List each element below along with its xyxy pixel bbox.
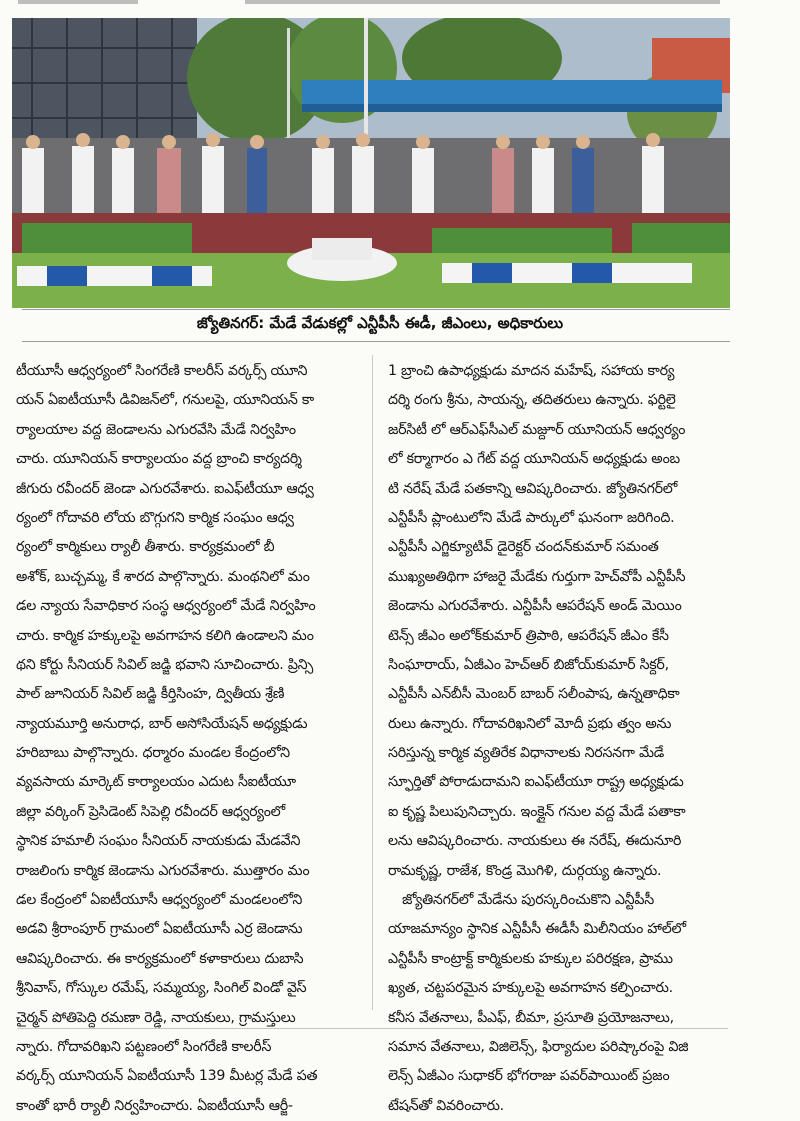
text-line: లను ఆవిష్కరించారు. నాయకులు ఈ నరేష్‌, ఈదునూరి bbox=[388, 833, 682, 850]
text-line: టెన్స్‌ జీఎం అలోక్‌కుమార్‌ త్రిపాఠి, ఆపరేషన్‌ జీఎం కేసీ bbox=[388, 627, 669, 644]
text-line: కనీస వేతనాలు, పీఎఫ్‌, బీమా, ప్రసూతి ప్రయోజనాలు, bbox=[388, 1009, 674, 1026]
caption-bottom-rule bbox=[22, 341, 730, 342]
footer-rule bbox=[18, 1028, 728, 1029]
text-line: సరిస్తున్న కార్మిక వ్యతిరేక విధానాలకు నిరసనగా మేడే bbox=[388, 745, 664, 762]
text-line: చైర్మన్‌ పోతిపెద్ది రమణా రెడ్డి, నాయకులు, గ్రామస్తులు bbox=[16, 1009, 296, 1026]
text-line: ఆవిష్కరించారు. ఈ కార్యక్రమంలో కళాకారులు దుబాసి bbox=[16, 950, 304, 967]
text-line: అడవి శ్రీరాంపూర్‌ గ్రామంలో ఏఐటీయూసీ ఎర్ర జెండాను bbox=[16, 921, 303, 938]
text-line: టి నరేష్‌ మేడే పతకాన్ని ఆవిష్కరించారు. జ్యోతినగర్‌లో bbox=[388, 480, 678, 497]
text-line: ర్యంలో కార్మికులు ర్యాలీ తీశారు. కార్యక్రమంలో బీ bbox=[16, 539, 275, 556]
text-line: రులు ఉన్నారు. గోదావరిఖనిలో మోదీ ప్రభు త్వం అను bbox=[388, 715, 672, 732]
text-line: థని కోర్టు సీనియర్‌ సివిల్‌ జడ్జి భవాని సూచించారు. ప్రిన్సి bbox=[16, 656, 314, 673]
text-line: స్థానిక హమాలీ సంఘం సీనియర్‌ నాయకుడు మేడవేని bbox=[16, 833, 301, 850]
header-rule-left bbox=[18, 0, 138, 4]
text-line: వ్యవసాయ మార్కెట్‌ కార్యాలయం ఎదుట సీఐటీయూ bbox=[16, 774, 296, 791]
text-line: ర్యాలయాల వద్ద జెండాలను ఎగురవేసి మేడే నిర్వహిం bbox=[16, 421, 296, 438]
text-line: యాజమాన్యం స్థానిక ఎన్టీపీసీ ఈడీసీ మిలీనియం హాల్‌లో bbox=[388, 921, 686, 938]
text-line: జెండాను ఎగురవేశారు. ఎన్టీపీసీ ఆపరేషన్‌ అండ్‌ మెయిం bbox=[388, 598, 682, 615]
text-line: అశోక్‌, బుచ్చమ్మ, కే శారద పాల్గొన్నారు. మంథనిలో మం bbox=[16, 568, 310, 585]
text-line: చారు. యూనియన్‌ కార్యాలయం వద్ద బ్రాంచి కార్యదర్శి bbox=[16, 451, 302, 468]
text-line: లో కర్మాగారం ఎ గేట్‌ వద్ద యూనియన్‌ అధ్యక్షుడు అంబ bbox=[388, 451, 680, 468]
text-line: ఎన్టీపీసీ ఎన్‌బీసీ మెంబర్‌ బాబర్‌ సలీంపాష, ఉన్నతాధికా bbox=[388, 686, 680, 703]
article-column-right bbox=[388, 357, 733, 1121]
text-line: కాంతో భారీ ర్యాలీ నిర్వహించారు. ఏఐటీయూసీ ఆర్జీ- bbox=[16, 1097, 293, 1114]
text-line: రాజలింగు కార్మిక జెండాను ఎగురవేశారు. ముత్తారం మం bbox=[16, 862, 310, 879]
column-divider bbox=[372, 355, 373, 1010]
text-line: ఖ్యత, చట్టపరమైన హక్కులపై అవగాహన కల్పించారు. bbox=[388, 980, 673, 997]
text-line: లెన్స్‌ ఏజీఎం సుధాకర్‌ భోగరాజు పవర్‌పాయింట్‌ ప్రజం bbox=[388, 1068, 670, 1085]
text-line: సింఘారాయ్‌, ఏజీఎం హెచ్‌ఆర్‌ బిజోయ్‌కుమార్‌ సిక్దర్‌, bbox=[388, 656, 669, 673]
text-line: ఎన్టీపీసీ ఎగ్జిక్యూటివ్‌ డైరెక్టర్‌ చందన్‌కుమార్‌ సమంత bbox=[388, 539, 659, 556]
text-line: జర్‌సిటీ లో ఆర్‌ఎఫ్‌సీఎల్‌ మజ్దూర్‌ యూనియన్‌ ఆధ్వర్యం bbox=[388, 421, 686, 438]
text-line: శ్రీనివాస్‌, గోస్కుల రమేష్‌, సమ్మయ్య, సింగిల్‌ విండో వైస్‌ bbox=[16, 980, 307, 997]
text-line: పాల్‌ జూనియర్‌ సివిల్‌ జడ్జి కీర్తిసింహ, ద్వితీయ శ్రేణి bbox=[16, 686, 285, 703]
caption-top-rule bbox=[22, 309, 730, 310]
text-line: దర్శి రంగు శ్రీను, సాయన్న, తదితరులు ఉన్నారు. ఫర్టిలై bbox=[388, 392, 676, 409]
news-photo bbox=[12, 18, 730, 308]
text-line: వర్కర్స్‌ యూనియన్‌ ఏఐటీయూసీ 139 మీటర్ల మేడే పత bbox=[16, 1068, 318, 1085]
text-line: ముఖ్యఅతిథిగా హాజరై మేడేకు గుర్తుగా హెచ్‌వోపీ ఎన్టీపీసీ bbox=[388, 568, 686, 585]
text-line: స్ఫూర్తితో పోరాడుదామని ఐఎఫ్‌టీయూ రాష్ట్ర అధ్యక్షుడు bbox=[388, 774, 684, 791]
text-line: జీగురు రవీందర్‌ జెండా ఎగురవేశారు. ఐఎఫ్‌టీయూ ఆధ్వ bbox=[16, 480, 314, 497]
header-rule-right bbox=[245, 0, 720, 4]
text-line: డల న్యాయ సేవాధికార సంస్థ ఆధ్వర్యంలో మేడే నిర్వహిం bbox=[16, 598, 316, 615]
photo-caption: జ్యోతినగర్‌: మేడే వేడుకల్లో ఎన్టీపీసీ ఈడీ, జీఎంలు, అధికారులు bbox=[196, 314, 564, 332]
article-column-left bbox=[16, 357, 361, 1121]
text-line: హరిబాబు పాల్గొన్నారు. ధర్మారం మండల కేంద్రంలోని bbox=[16, 745, 290, 762]
text-line: టీయూసీ ఆధ్వర్యంలో సింగరేణి కాలరీస్‌ వర్కర్స్‌ యూని bbox=[16, 363, 308, 379]
text-line: టేషన్‌తో వివరించారు. bbox=[388, 1097, 504, 1114]
may-day-ceremony-photo bbox=[12, 18, 730, 308]
text-line: ఐ కృష్ణ పిలుపునిచ్చారు. ఇంక్లైన్‌ గనుల వద్ద మేడే పతాకా bbox=[388, 803, 686, 820]
text-line: న్యాయమూర్తి అనురాధ, బార్‌ అసోసియేషన్‌ అధ్యక్షుడు bbox=[16, 715, 308, 732]
text-line: చారు. కార్మిక హక్కులపై అవగాహన కలిగి ఉండాలని మం bbox=[16, 627, 314, 644]
text-line: జ్యోతినగర్‌లో మేడేను పురస్కరించుకొని ఎన్టీపీసీ bbox=[402, 892, 654, 909]
text-line: జిల్లా వర్కింగ్‌ ప్రెసిడెంట్‌ సిపెల్లి రవీందర్‌ ఆధ్వర్యంలో bbox=[16, 803, 285, 820]
text-line: సమాన వేతనాలు, విజిలెన్స్‌, ఫిర్యాదుల పరిష్కారంపై విజి bbox=[388, 1038, 689, 1055]
text-line: ర్యంలో గోదావరి లోయ బొగ్గుగని కార్మిక సంఘం ఆధ్వ bbox=[16, 509, 294, 526]
text-line: న్నారు. గోదావరిఖని పట్టణంలో సింగరేణి కాలరీస్‌ bbox=[16, 1038, 272, 1055]
text-line: 1 బ్రాంచి ఉపాధ్యక్షుడు మాదన మహేష్‌, సహాయ కార్య bbox=[388, 363, 675, 379]
text-line: ఎన్టీపీసీ ప్లాంటులోని మేడే పార్కులో ఘనంగా జరిగింది. bbox=[388, 509, 675, 526]
text-line: రామకృష్ణ, రాజేశ, కొండ్ర మొగిళి, దుర్గయ్య ఉన్నారు. bbox=[388, 862, 662, 879]
text-line: యన్‌ ఏఐటీయూసీ డివిజన్‌లో, గనులపై, యూనియన్‌ కా bbox=[16, 392, 314, 409]
text-line: డల కేంద్రంలో ఏఐటీయూసీ ఆధ్వర్యంలో మండలంలోని bbox=[16, 892, 303, 909]
text-line: ఎన్టీపీసీ కాంట్రాక్ట్‌ కార్మికులకు హక్కుల పరిరక్షణ, ప్రాము bbox=[388, 950, 673, 967]
